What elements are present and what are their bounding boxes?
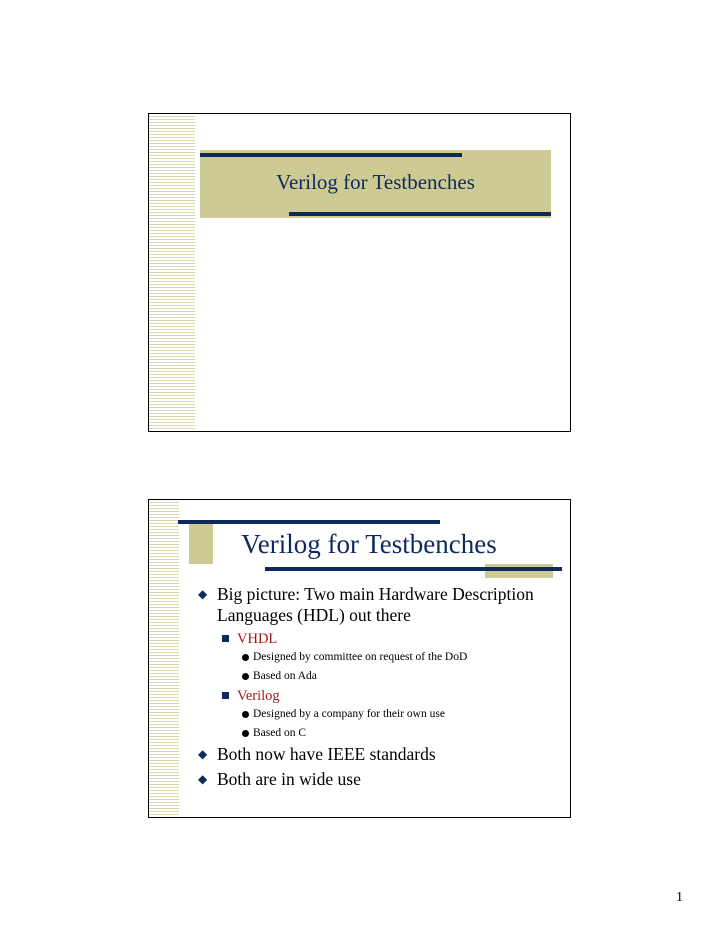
bullet-text: Big picture: Two main Hardware Description Languages (HDL) out there <box>217 584 534 625</box>
detail-item <box>195 649 565 665</box>
bullet-item <box>195 744 565 765</box>
detail-item <box>195 668 565 684</box>
sub-bullet-text: VHDL <box>237 631 278 647</box>
title-bar-bottom <box>265 567 562 571</box>
title-bar-bottom <box>289 212 551 216</box>
dot-bullet-icon <box>242 654 249 661</box>
sub-bullet-verilog <box>195 687 565 705</box>
detail-text: Based on C <box>253 727 307 739</box>
sub-bullet-vhdl <box>195 630 565 648</box>
detail-text: Based on Ada <box>253 670 317 682</box>
slide-stripe-decoration <box>149 114 195 431</box>
dot-bullet-icon <box>242 730 249 737</box>
title-bar-top <box>178 520 440 524</box>
bullet-text: Both are in wide use <box>217 769 361 789</box>
bullet-item <box>195 584 565 626</box>
dot-bullet-icon <box>242 711 249 718</box>
detail-item <box>195 725 565 741</box>
slide-2-title: Verilog for Testbenches <box>241 529 497 559</box>
slide-1 <box>148 113 571 432</box>
slide-stripe-decoration <box>149 500 179 817</box>
square-bullet-icon <box>222 692 229 699</box>
detail-item <box>195 706 565 722</box>
dot-bullet-icon <box>242 673 249 680</box>
slide-1-title: Verilog for Testbenches <box>276 170 475 194</box>
diamond-bullet-icon: ◆ <box>198 772 208 786</box>
page-number: 1 <box>676 890 683 905</box>
diamond-bullet-icon: ◆ <box>198 747 208 761</box>
bullet-list <box>195 584 565 794</box>
square-bullet-icon <box>222 635 229 642</box>
sub-bullet-text: Verilog <box>237 688 280 704</box>
detail-text: Designed by a company for their own use <box>253 708 445 720</box>
detail-text: Designed by committee on request of the DoD <box>253 651 468 663</box>
bullet-item <box>195 769 565 790</box>
diamond-bullet-icon: ◆ <box>198 587 208 601</box>
bullet-text: Both now have IEEE standards <box>217 744 436 764</box>
slide-2 <box>148 499 571 818</box>
title-bar-top <box>200 153 462 157</box>
